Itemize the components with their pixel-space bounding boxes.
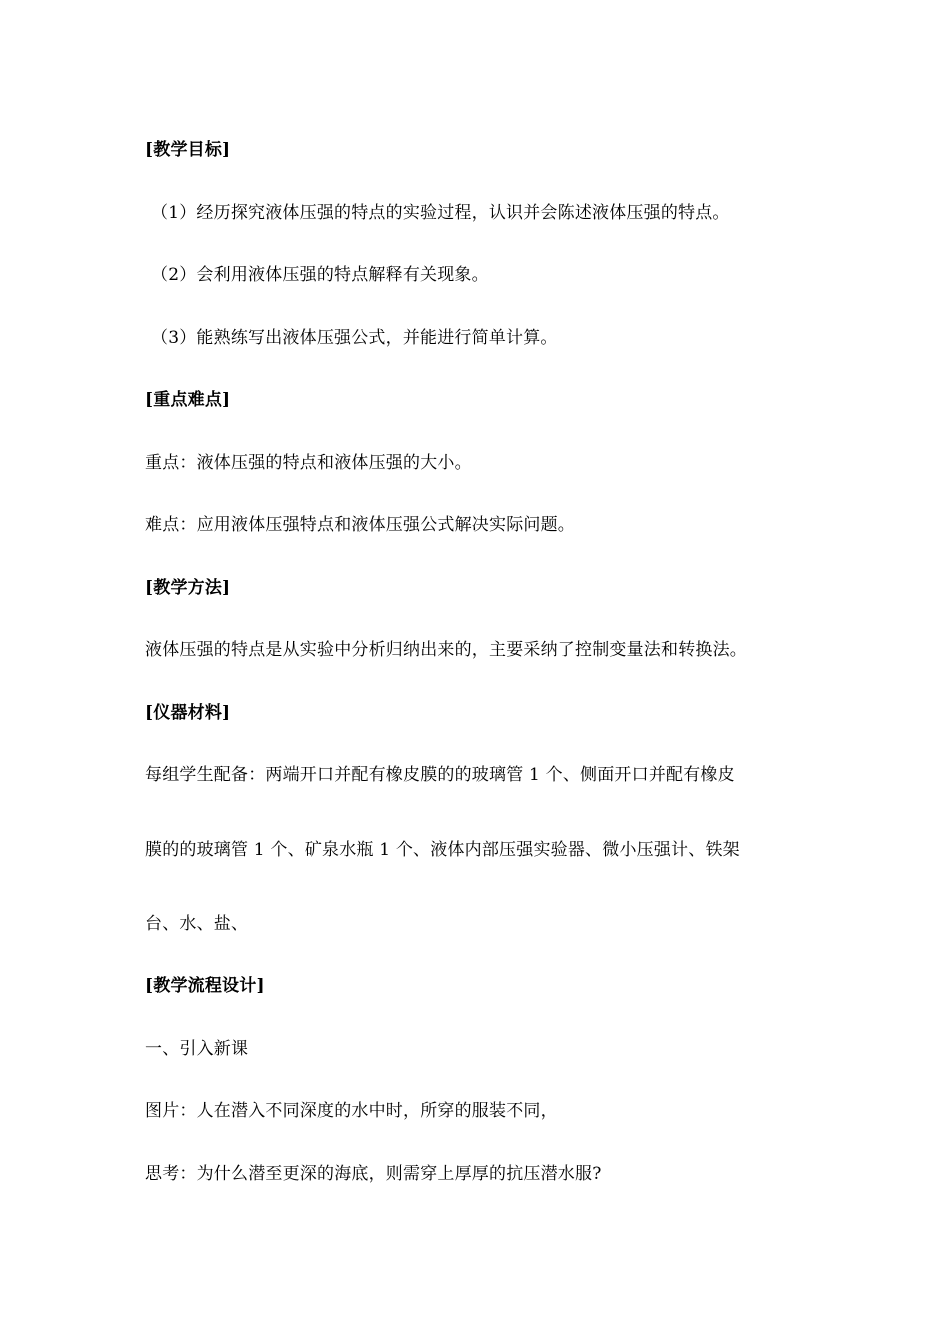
materials-heading: [仪器材料] [145,703,231,723]
objective-item-1: （1）经历探究液体压强的特点的实验过程，认识并会陈述液体压强的特点。 [151,203,730,223]
objective-item-3: （3）能熟练写出液体压强公式，并能进行简单计算。 [151,328,558,348]
materials-line-1: 每组学生配备：两端开口并配有橡皮膜的的玻璃管 1 个、侧面开口并配有橡皮 [145,765,735,785]
difficulty-text: 难点：应用液体压强特点和液体压强公式解决实际问题。 [145,515,575,535]
key-points-heading: [重点难点] [145,390,231,410]
flow-heading: [教学流程设计] [145,976,265,996]
objective-item-2: （2）会利用液体压强的特点解释有关现象。 [151,265,489,285]
materials-line-3: 台、水、盐、 [145,914,249,934]
method-heading: [教学方法] [145,578,231,598]
materials-line-2: 膜的的玻璃管 1 个、矿泉水瓶 1 个、液体内部压强实验器、微小压强计、铁架 [145,840,740,860]
focus-text: 重点：液体压强的特点和液体压强的大小。 [145,453,472,473]
picture-text: 图片：人在潜入不同深度的水中时，所穿的服装不同， [145,1101,558,1121]
method-text: 液体压强的特点是从实验中分析归纳出来的，主要采纳了控制变量法和转换法。 [145,640,747,660]
objectives-heading: [教学目标] [145,140,231,160]
question-text: 思考：为什么潜至更深的海底，则需穿上厚厚的抗压潜水服? [145,1164,602,1184]
section-intro: 一、引入新课 [145,1039,249,1059]
